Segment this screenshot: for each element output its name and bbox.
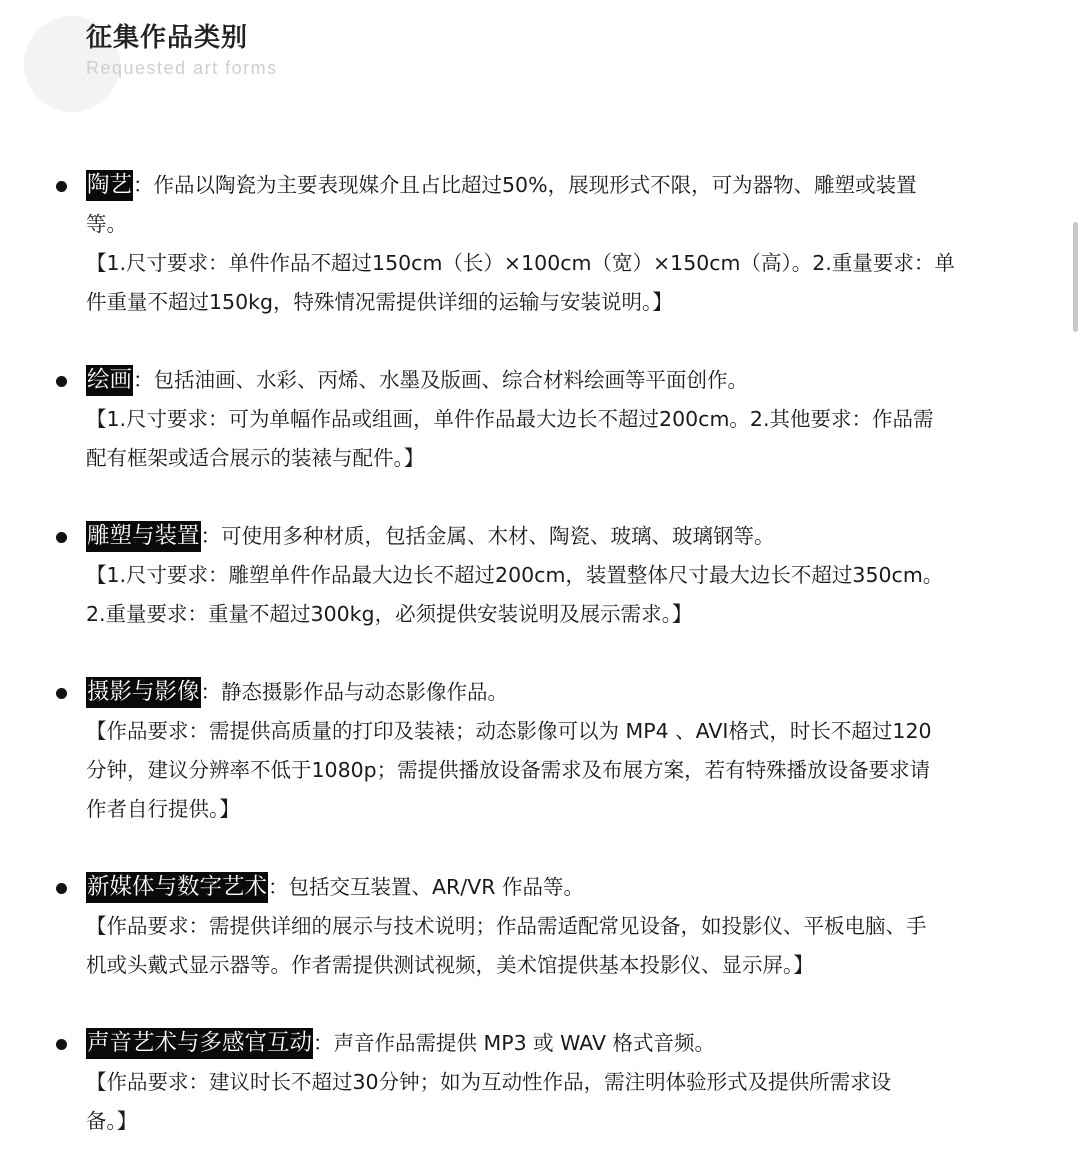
item-line (86, 1024, 1044, 1063)
section-header (86, 18, 278, 79)
item-text: ：静态摄影作品与动态影像作品。 (200, 680, 509, 704)
category-item-new-media (0, 868, 1080, 985)
category-item-ceramics (0, 166, 1080, 322)
item-line: 机或头戴式显示器等。作者需提供测试视频，美术馆提供基本投影仪、显示屏。】 (86, 953, 814, 977)
item-line: 件重量不超过150kg，特殊情况需提供详细的运输与安装说明。】 (86, 290, 673, 314)
item-line (86, 166, 1044, 205)
item-text: ：包括交互装置、AR/VR 作品等。 (268, 875, 584, 899)
item-line: 【作品要求：需提供高质量的打印及装裱；动态影像可以为 MP4 、AVI格式，时长不超过120 (86, 719, 932, 743)
item-line (86, 361, 1044, 400)
category-tag: 声音艺术与多感官互动 (86, 1028, 313, 1059)
item-line: 备。】 (86, 1109, 138, 1133)
item-text: ：包括油画、水彩、丙烯、水墨及版画、综合材料绘画等平面创作。 (133, 368, 749, 392)
bullet-dot (56, 883, 67, 894)
item-text: ：作品以陶瓷为主要表现媒介且占比超过50%，展现形式不限，可为器物、雕塑或装置 (133, 173, 917, 197)
item-line: 2.重量要求：重量不超过300kg，必须提供安装说明及展示需求。】 (86, 602, 693, 626)
bullet-dot (56, 688, 67, 699)
category-tag: 新媒体与数字艺术 (86, 872, 268, 903)
item-line: 【作品要求：建议时长不超过30分钟；如为互动性作品，需注明体验形式及提供所需求设 (86, 1070, 892, 1094)
category-list (0, 166, 1080, 1141)
bullet-dot (56, 376, 67, 387)
item-line: 等。 (86, 212, 127, 236)
item-line: 【1.尺寸要求：雕塑单件作品最大边长不超过200cm，装置整体尺寸最大边长不超过350cm。 (86, 563, 944, 587)
item-line: 【1.尺寸要求：单件作品不超过150cm（长）×100cm（宽）×150cm（高）。2.重量要求：单 (86, 251, 955, 275)
item-line: 【1.尺寸要求：可为单幅作品或组画，单件作品最大边长不超过200cm。2.其他要求：作品需 (86, 407, 934, 431)
item-line (86, 517, 1044, 556)
bullet-dot (56, 532, 67, 543)
item-line: 配有框架或适合展示的装裱与配件。】 (86, 446, 425, 470)
scrollbar-thumb[interactable] (1073, 222, 1078, 332)
category-item-photography (0, 673, 1080, 829)
category-tag: 雕塑与装置 (86, 521, 201, 552)
category-item-sound-art (0, 1024, 1080, 1141)
item-line (86, 673, 1044, 712)
category-item-painting (0, 361, 1080, 478)
item-line: 分钟，建议分辨率不低于1080p；需提供播放设备需求及布展方案，若有特殊播放设备要求请 (86, 758, 931, 782)
bullet-dot (56, 1039, 67, 1050)
category-tag: 绘画 (86, 365, 133, 396)
section-title: 征集作品类别 (86, 23, 249, 53)
category-tag: 陶艺 (86, 170, 133, 201)
item-line: 作者自行提供。】 (86, 797, 240, 821)
bullet-dot (56, 181, 67, 192)
category-item-sculpture (0, 517, 1080, 634)
item-text: ：可使用多种材质，包括金属、木材、陶瓷、玻璃、玻璃钢等。 (200, 524, 775, 548)
section-subtitle: Requested art forms (86, 58, 278, 78)
category-tag: 摄影与影像 (86, 677, 201, 708)
item-line (86, 868, 1044, 907)
item-line: 【作品要求：需提供详细的展示与技术说明；作品需适配常见设备，如投影仪、平板电脑、手 (86, 914, 927, 938)
item-text: ：声音作品需提供 MP3 或 WAV 格式音频。 (313, 1031, 716, 1055)
